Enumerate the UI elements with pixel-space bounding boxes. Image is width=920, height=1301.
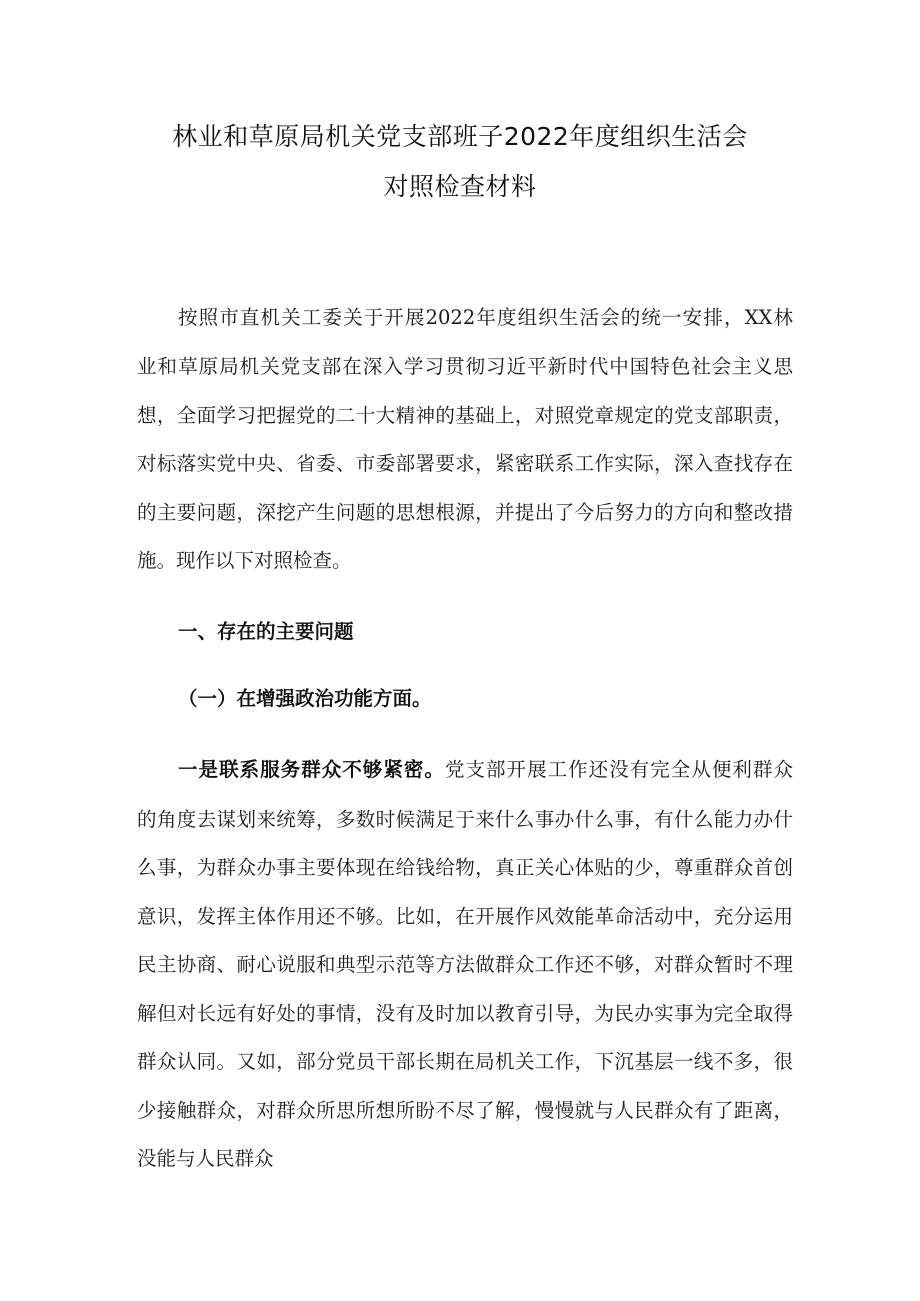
para1-line-2: 的角度去谋划来统筹，多数时候满足于来什么事办什么事，有什么能力办什 <box>137 808 793 831</box>
intro-line-3: 想，全面学习把握党的二十大精神的基础上，对照党章规定的党支部职责， <box>137 404 793 427</box>
para1-line-9: 没能与人民群众 <box>137 1147 274 1170</box>
para1-line-5: 民主协商、耐心说服和典型示范等方法做群众工作还不够，对群众暂时不理 <box>137 953 793 976</box>
intro-line-4: 对标落实党中央、省委、市委部署要求，紧密联系工作实际，深入查找存在 <box>137 452 793 475</box>
intro-line-5: 的主要问题，深挖产生问题的思想根源，并提出了今后努力的方向和整改措 <box>137 501 793 524</box>
para1-line-4: 意识，发挥主体作用还不够。比如，在开展作风效能革命活动中，充分运用 <box>137 905 793 928</box>
para1-first-line-text: 党支部开展工作还没有完全从便利群众 <box>444 758 793 781</box>
subsection-heading-political-function: （一）在增强政治功能方面。 <box>178 687 432 710</box>
intro-line-2: 业和草原局机关党支部在深入学习贯彻习近平新时代中国特色社会主义思 <box>137 355 793 378</box>
intro-line-1: 按照市直机关工委关于开展2022年度组织生活会的统一安排，XX林 <box>178 306 793 329</box>
para1-line-3: 么事，为群众办事主要体现在给钱给物，真正关心体贴的少，尊重群众首创 <box>137 856 793 879</box>
document-title-line-1: 林业和草原局机关党支部班子2022年度组织生活会 <box>172 122 748 151</box>
document-title-line-2: 对照检查材料 <box>383 172 537 201</box>
para1-line-1 <box>178 756 793 784</box>
para1-line-7: 群众认同。又如，部分党员干部长期在局机关工作，下沉基层一线不多，很 <box>137 1050 793 1073</box>
para1-line-6: 解但对长远有好处的事情，没有及时加以教育引导，为民办实事为完全取得 <box>137 1002 793 1025</box>
section-heading-problems: 一、存在的主要问题 <box>178 620 354 643</box>
intro-line-6: 施。现作以下对照检查。 <box>137 549 352 572</box>
para1-line-8: 少接触群众，对群众所思所想所盼不尽了解，慢慢就与人民群众有了距离， <box>137 1099 793 1122</box>
para1-lead-phrase: 一是联系服务群众不够紧密。 <box>178 758 445 781</box>
